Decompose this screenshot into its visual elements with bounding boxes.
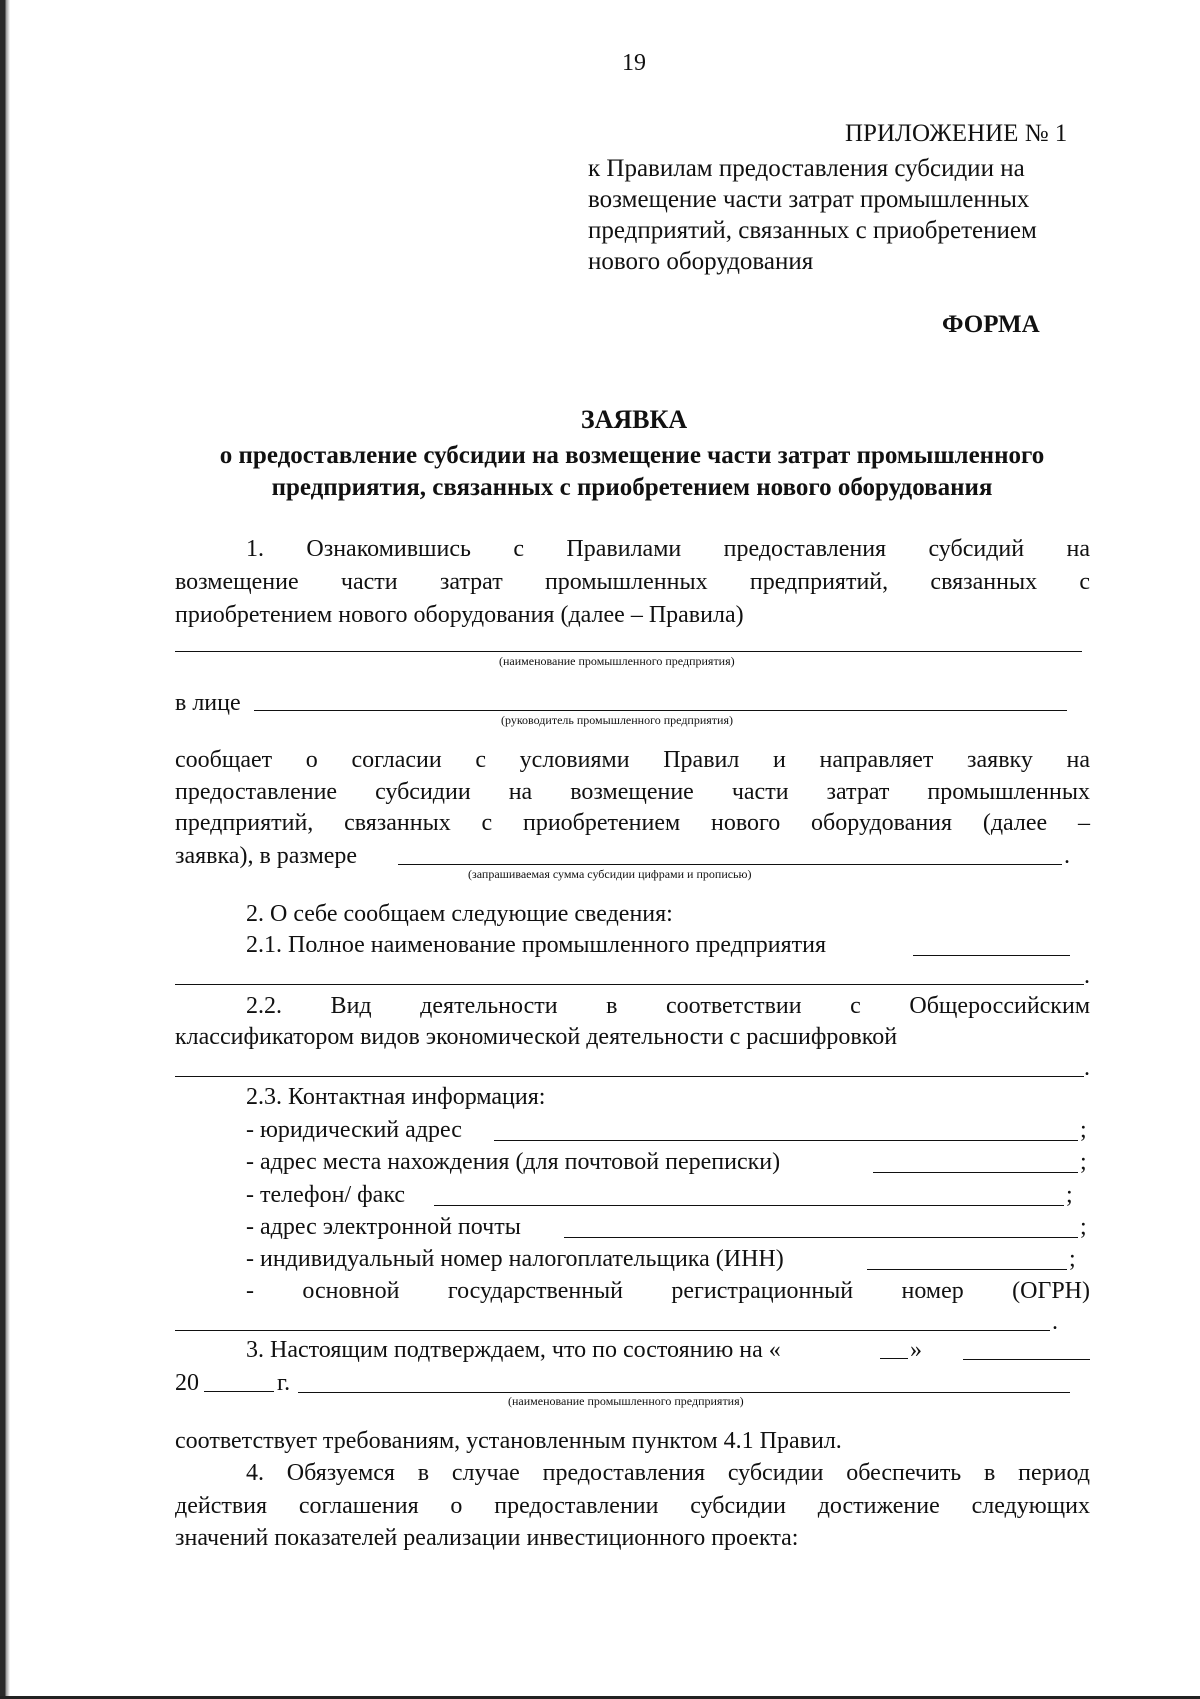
section1-line: приобретением нового оборудования (далее – Правила) bbox=[175, 602, 744, 628]
item-2-2-line: классификатором видов экономической деятельности с расшифровкой bbox=[175, 1024, 898, 1050]
section4-line: действия соглашения о предоставлении субсидии достижение следующих bbox=[175, 1493, 1090, 1519]
phone-fax-field[interactable] bbox=[434, 1205, 1064, 1206]
activity-type-field[interactable] bbox=[175, 1076, 1084, 1077]
consent-line: предприятий, связанных с приобретением нового оборудования (далее – bbox=[175, 810, 1090, 836]
email-label: - адрес электронной почты bbox=[246, 1214, 521, 1240]
confirm-enterprise-caption: (наименование промышленного предприятия) bbox=[508, 1394, 744, 1408]
semicolon: ; bbox=[1066, 1182, 1073, 1208]
semicolon: ; bbox=[1080, 1149, 1087, 1175]
consent-line: предоставление субсидии на возмещение части затрат промышленных bbox=[175, 779, 1090, 805]
document-subtitle: о предоставление субсидии на возмещение части затрат промышленного предприятия, связанных с приобретением нового оборудования bbox=[219, 442, 1045, 501]
enterprise-name-caption: (наименование промышленного предприятия) bbox=[499, 654, 735, 668]
semicolon: ; bbox=[1080, 1117, 1087, 1143]
section3-line3: соответствует требованиям, установленным пунктом 4.1 Правил. bbox=[175, 1428, 842, 1454]
legal-address-label: - юридический адрес bbox=[246, 1117, 462, 1143]
head-of-enterprise-field[interactable] bbox=[254, 710, 1067, 711]
inn-label: - индивидуальный номер налогоплательщика (ИНН) bbox=[246, 1246, 784, 1272]
enterprise-name-field[interactable] bbox=[175, 651, 1082, 652]
consent-line: сообщает о согласии с условиями Правил и направляет заявку на bbox=[175, 747, 1090, 773]
confirm-enterprise-field[interactable] bbox=[298, 1392, 1070, 1393]
email-field[interactable] bbox=[564, 1237, 1078, 1238]
year-prefix: 20 bbox=[175, 1370, 199, 1396]
amount-period: . bbox=[1064, 843, 1070, 869]
ogrn-label: - основной государственный регистрационный номер (ОГРН) bbox=[246, 1278, 1090, 1304]
section4-line: значений показателей реализации инвестиционного проекта: bbox=[175, 1525, 799, 1551]
postal-address-field[interactable] bbox=[873, 1172, 1078, 1173]
quote-close: » bbox=[910, 1337, 922, 1363]
full-name-field-continued[interactable] bbox=[175, 984, 1084, 985]
appendix-subtitle-line: нового оборудования bbox=[588, 248, 814, 275]
activity-type-period: . bbox=[1084, 1055, 1090, 1081]
year-suffix: г. bbox=[277, 1370, 291, 1396]
amount-label: заявка), в размере bbox=[175, 843, 358, 869]
subsidy-amount-caption: (запрашиваемая сумма субсидии цифрами и прописью) bbox=[468, 867, 752, 881]
appendix-heading: ПРИЛОЖЕНИЕ № 1 bbox=[845, 120, 1068, 147]
inn-field[interactable] bbox=[867, 1269, 1067, 1270]
section4-line: 4. Обязуемся в случае предоставления субсидии обеспечить в период bbox=[246, 1460, 1090, 1486]
page-number: 19 bbox=[622, 50, 646, 76]
semicolon: ; bbox=[1080, 1214, 1087, 1240]
day-field[interactable] bbox=[880, 1358, 908, 1359]
ogrn-field[interactable] bbox=[175, 1330, 1050, 1331]
appendix-subtitle bbox=[588, 153, 1037, 277]
year-field[interactable] bbox=[204, 1391, 274, 1392]
subsidy-amount-field[interactable] bbox=[398, 864, 1062, 865]
section1-line: возмещение части затрат промышленных предприятий, связанных с bbox=[175, 569, 1090, 595]
legal-address-field[interactable] bbox=[494, 1140, 1078, 1141]
semicolon: ; bbox=[1069, 1246, 1076, 1272]
full-name-field[interactable] bbox=[913, 955, 1070, 956]
appendix-subtitle-line: к Правилам предоставления субсидии на bbox=[588, 155, 1025, 182]
item-2-2-line: 2.2. Вид деятельности в соответствии с Общероссийским bbox=[246, 993, 1090, 1019]
scan-left-edge bbox=[0, 0, 10, 1699]
full-name-period: . bbox=[1084, 963, 1090, 989]
item-2-3-label: 2.3. Контактная информация: bbox=[246, 1084, 546, 1110]
section3-line1: 3. Настоящим подтверждаем, что по состоянию на « bbox=[246, 1337, 781, 1363]
head-of-enterprise-caption: (руководитель промышленного предприятия) bbox=[501, 713, 733, 727]
postal-address-label: - адрес места нахождения (для почтовой переписки) bbox=[246, 1149, 781, 1175]
section2-intro: 2. О себе сообщаем следующие сведения: bbox=[246, 901, 673, 927]
document-title: ЗАЯВКА bbox=[580, 405, 688, 434]
phone-fax-label: - телефон/ факс bbox=[246, 1182, 406, 1208]
in-person-label: в лице bbox=[175, 690, 241, 716]
ogrn-period: . bbox=[1052, 1309, 1058, 1335]
appendix-subtitle-line: возмещение части затрат промышленных bbox=[588, 186, 1030, 213]
month-field[interactable] bbox=[963, 1359, 1090, 1360]
appendix-subtitle-line: предприятий, связанных с приобретением bbox=[588, 217, 1037, 244]
section1-line: 1. Ознакомившись с Правилами предоставления субсидий на bbox=[246, 536, 1090, 562]
item-2-1-label: 2.1. Полное наименование промышленного предприятия bbox=[246, 932, 827, 958]
form-label: ФОРМА bbox=[942, 311, 1040, 338]
